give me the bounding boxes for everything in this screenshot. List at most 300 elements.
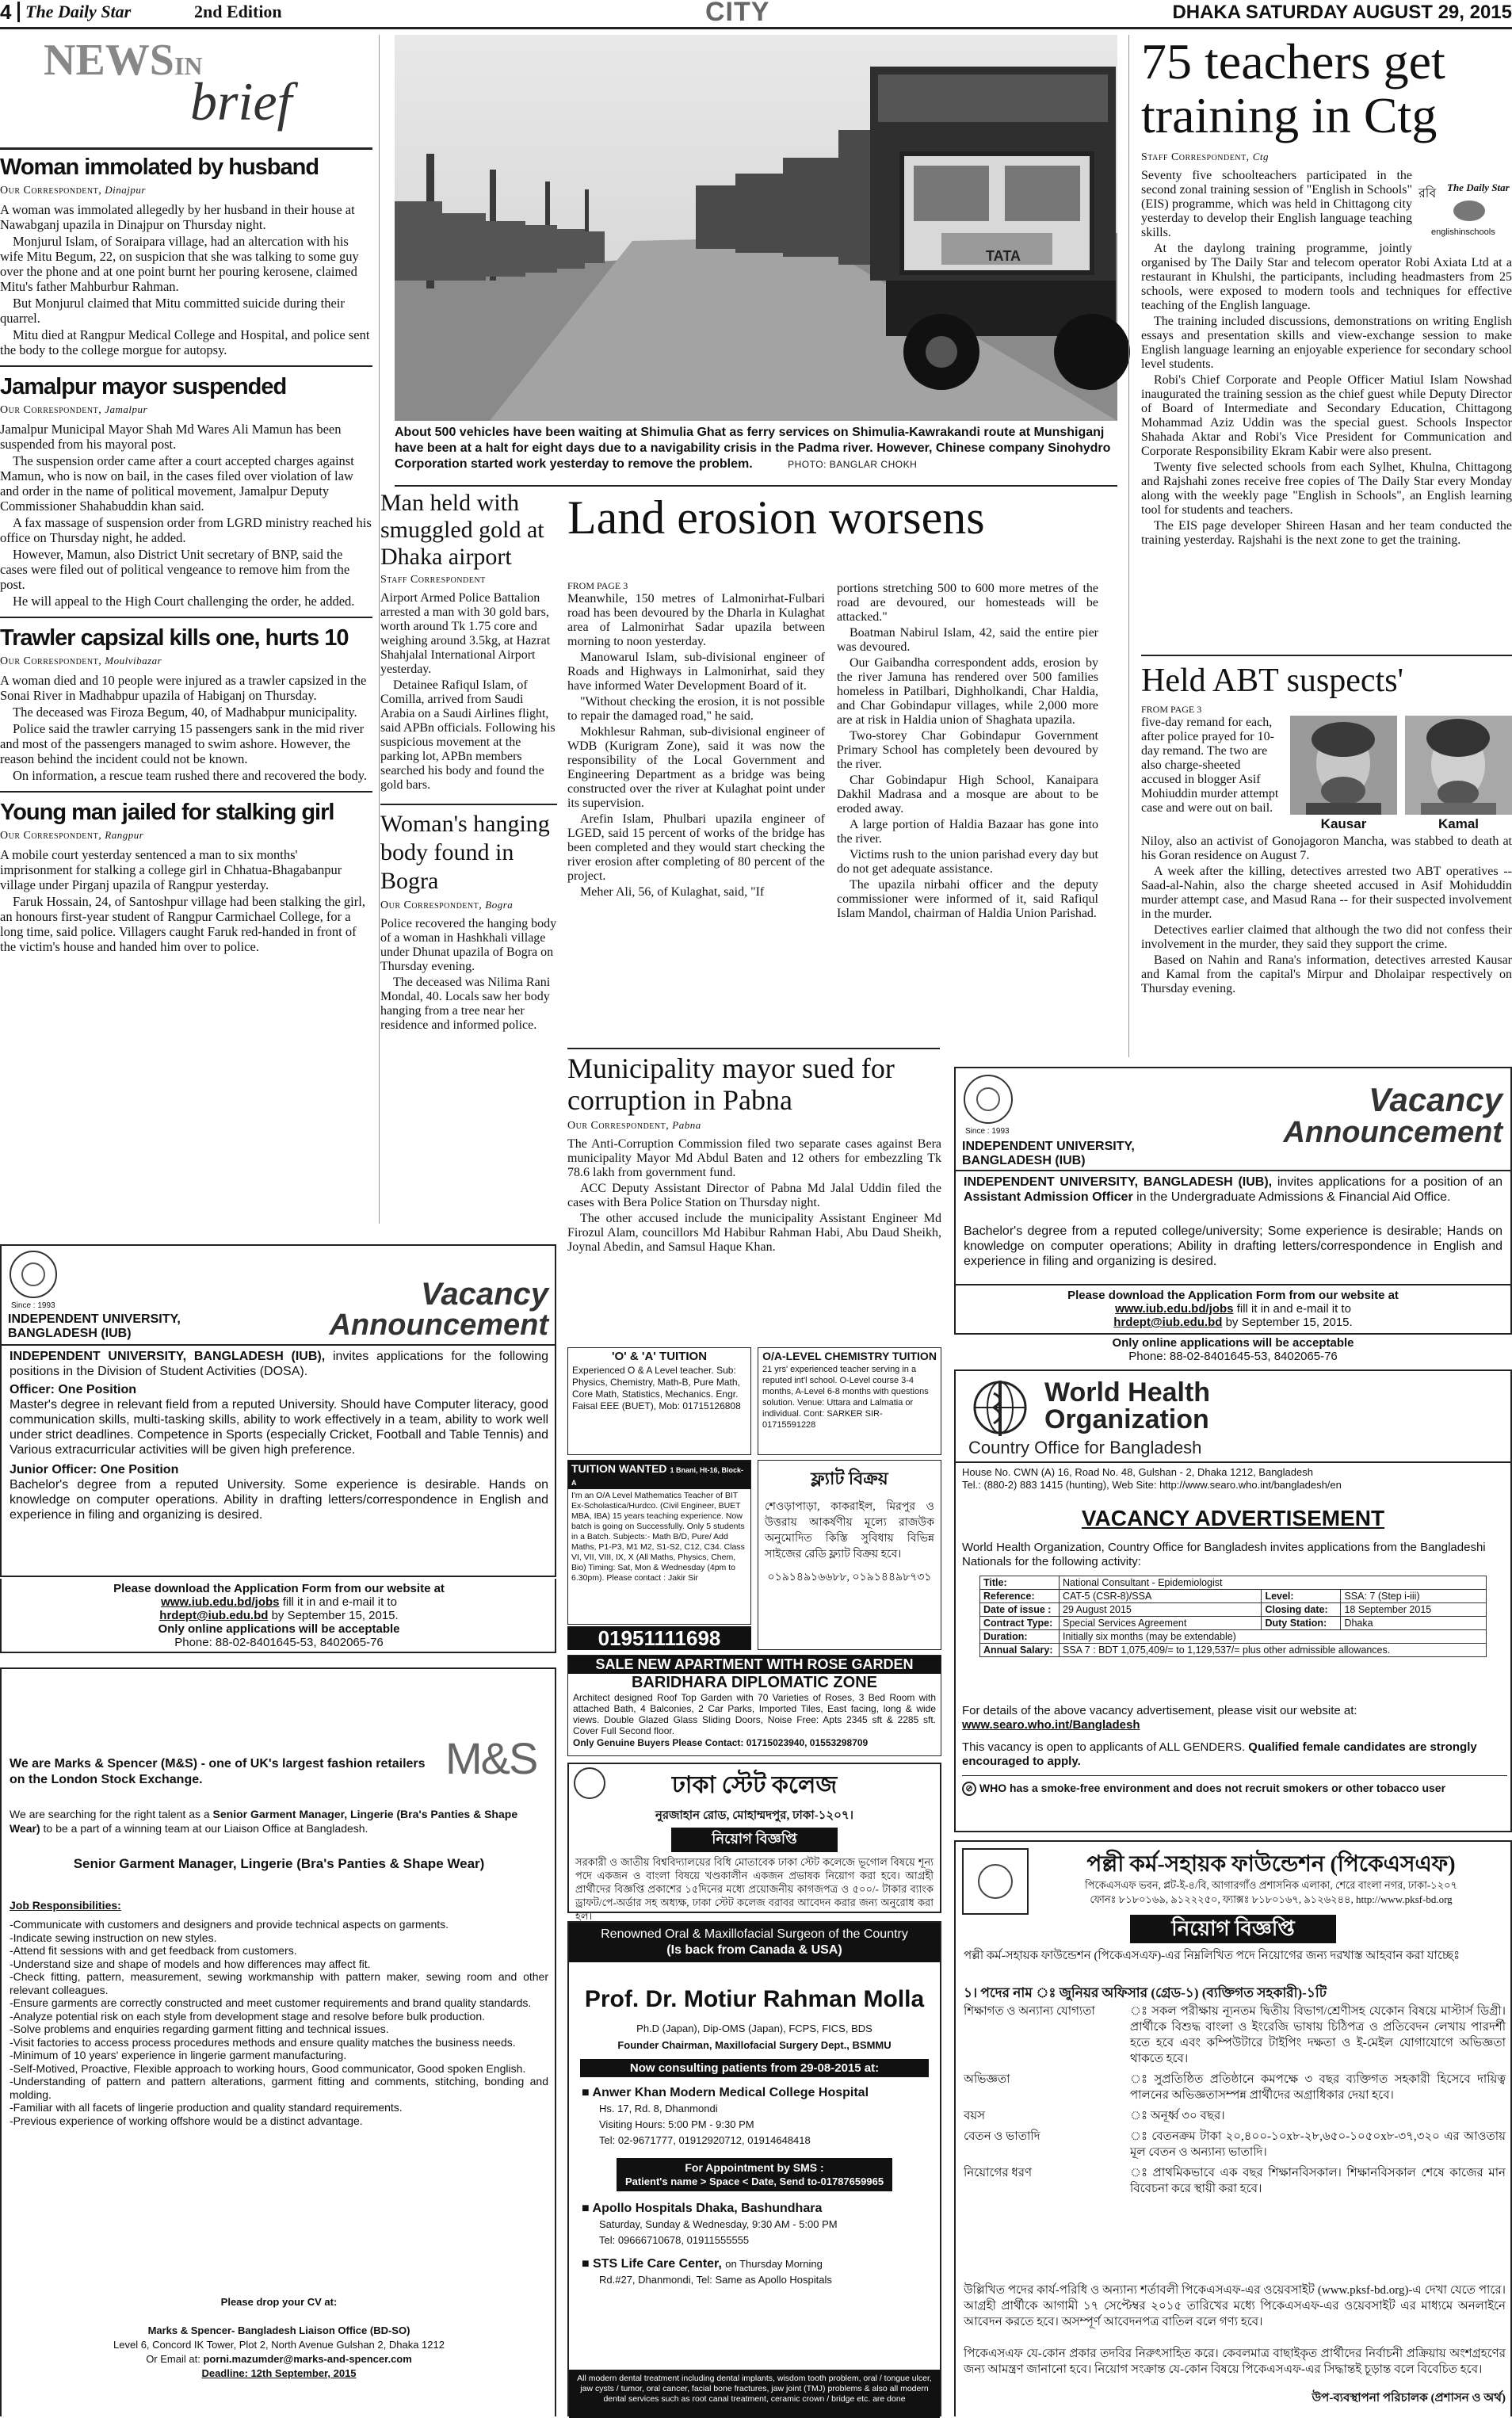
nib-headline: Trawler capsizal kills one, hurts 10 (0, 625, 349, 651)
iub-logo-inner-1 (21, 1262, 45, 1286)
who-table-row (980, 1576, 1487, 1590)
doctor-top: Renowned Oral & Maxillofacial Surgeon of the Country (569, 1923, 940, 1943)
teachers-paragraph: Robi's Chief Corporate and People Officer Matiul Islam Nowshad inaugurated the training session as the chief guest while Deputy Director of Board of Intermediate and Secondary Education, Chittagong Mohammad Aziz Uddin was the special guest. Schools Inspector Shahada Aktar and Robi's Vice President for Communication and Corporate Responsibility Ekram Kabir were also present. (1141, 373, 1512, 458)
who-table-row (980, 1644, 1487, 1657)
doctor-name: Prof. Dr. Motiur Rahman Molla (584, 1986, 925, 2012)
nib-story (0, 365, 372, 609)
who-table-cell: Initially six months (may be extendable) (1060, 1630, 1487, 1644)
smuggled-gold-headline: Man held with smuggled gold at Dhaka airport (380, 490, 544, 570)
erosion-rule (567, 1048, 940, 1049)
teachers-paragraph: Twenty five selected schools from each Sylhet, Khulna, Chittagong and Rajshahi zones receive free copies of The Daily Star every Monday along with the weekly page "English in Schools", an English learning tool for students and teachers. (1141, 460, 1512, 517)
nib-byline (0, 184, 372, 197)
who-open-pre: This vacancy is open to applicants of ALL GENDERS. (962, 1740, 1246, 1754)
nib-paragraph: But Monjurul claimed that Mitu committed suicide during their quarrel. (0, 296, 345, 326)
ms-search (10, 1807, 548, 1835)
pksf-post: ১। পদের নাম ঃ জুনিয়র অফিসার (গ্রেড-১) (ব্যক্তিগত সহকারী)-১টি (964, 1985, 1327, 2000)
eis-logo-text: englishinschools (1431, 227, 1495, 237)
pksf-row (964, 2165, 1506, 2197)
doctor-h1-hours: Visiting Hours: 5:00 PM - 9:30 PM (599, 2118, 754, 2130)
teachers-paragraph: The EIS page developer Shireen Hasan and her team conducted the training yesterday. Rajshahi is the next zone to get the training. (1141, 519, 1512, 547)
tuition-wanted-ad (567, 1460, 751, 1625)
iub-ad2-intro (964, 1175, 1502, 1205)
nib-paragraph: A fax massage of suspension order from LGRD ministry reached his office on Thursday night, he added. (0, 515, 372, 545)
nib-headline: Jamalpur mayor suspended (0, 374, 287, 399)
college-logo (574, 1767, 605, 1799)
hanging-body-body (380, 917, 557, 1033)
hanging-paragraph: Police recovered the hanging body of a woman in Hashkhali village under Dhunat upazila of Bogra on Thursday evening. (380, 917, 557, 973)
land-erosion-col1 (567, 580, 825, 901)
iub-ad1-rule (2, 1344, 556, 1346)
kamal-label: Kamal (1438, 816, 1480, 831)
who-emblem-drawing (962, 1377, 1038, 1438)
iub-ad2-rule2 (956, 1284, 1510, 1285)
paper-name: The Daily Star (25, 2, 132, 21)
doctor-h3-addr: Rd.#27, Dhanmondi, Tel: Same as Apollo Hospitals (599, 2274, 832, 2286)
who-table-row (980, 1603, 1487, 1617)
no-smoking-icon: ⊘ (962, 1782, 976, 1796)
robi-logo: রবি (1418, 187, 1437, 201)
iub-ad1-download2: fill it in and e-mail it to (282, 1595, 397, 1609)
municipality-story (567, 1052, 941, 1254)
iub-org-2: INDEPENDENT UNIVERSITY, BANGLADESH (IUB) (962, 1140, 1135, 1167)
doctor-h3: ■ STS Life Care Center, on Thursday Morning (582, 2257, 823, 2271)
erosion-paragraph: Mokhlesur Rahman, sub-divisional engineer of WDB (Kurigram Zone), said it was now the responsibility of the Local Government and Engineering Department as a bridge was being constructed over the river at Kulaghat point under its supervision. (567, 725, 825, 810)
who-table-cell: Level: (1262, 1590, 1341, 1603)
section-name: CITY (705, 0, 770, 27)
ms-resp-title: Job Responsibilities: (10, 1899, 121, 1912)
doctor-h2-tel: Tel: 09666710678, 01911555555 (599, 2234, 750, 2246)
nib-byline-text: Our Correspondent, (0, 655, 102, 667)
hanging-body-place: Bogra (485, 899, 514, 911)
flat-title: ফ্ল্যাট বিক্রয় (811, 1469, 888, 1488)
who-table-cell: 18 September 2015 (1341, 1603, 1487, 1617)
pksf-row (964, 2129, 1506, 2160)
pksf-sign: উপ-ব্যবস্থাপনা পরিচালক (প্রশাসন ও অর্থ) (1312, 2392, 1506, 2405)
who-open-bold: Qualified female candidates are strongly encouraged to apply. (962, 1740, 1477, 1768)
abt-from-page: FROM PAGE 3 (1141, 704, 1202, 715)
ms-resp-item: -Understand size and shape of models and how differences may affect fit. (10, 1957, 371, 1970)
iub-ad2-intro-end: in the Undergraduate Admissions & Financial Aid Office. (1136, 1190, 1451, 1204)
smuggled-gold-story (379, 490, 557, 1219)
erosion-paragraph: Victims rush to the union parishad every day but do not get adequate assistance. (837, 848, 1098, 876)
erosion-paragraph: A large portion of Haldia Bazaar has gone into the river. (837, 818, 1098, 846)
chem-text: 21 yrs' experienced teacher serving in a reputed int'l school. O-Level course 3-4 months, A-Level 6-8 months with questions solution. Venue: Uttara and Lalmatia or individual. Cont: SARKER SIR- 01715591228 (762, 1365, 929, 1430)
iub-ad1-online: Only online applications will be acceptable (158, 1622, 400, 1636)
iub-ad1-pos1-text: Master's degree in relevant field from a reputed University. Should have Computer literacy, good communication skills, multi-tasking skills, ability to work effectively in a team, ability to work well under strict deadlines. Competence in Sports (especially Cricket, Football and Table Tennis) and Various extracurricular activities will be given high preference. (10, 1398, 548, 1457)
nib-paragraph: A woman died and 10 people were injured as a trawler capsized in the Sonai River in Madhabpur upazila of Habiganj on Thursday. (0, 673, 367, 703)
nib-byline-text: Our Correspondent, (0, 404, 102, 416)
pksf-notice: নিয়োগ বিজ্ঞপ্তি (1130, 1915, 1336, 1943)
nib-title-word: NEWS (44, 36, 174, 85)
who-addr-2: Tel.: (880-2) 883 1415 (hunting), Web Site: http://www.searo.who.int/bangladesh/en (962, 1479, 1342, 1491)
nib-headline: Young man jailed for stalking girl (0, 800, 334, 825)
ms-resp-item: -Self-Motived, Proactive, Flexible approach to working hours, Good communicator, Good spoken English. (10, 2061, 526, 2075)
erosion-paragraph: Two-storey Char Gobindapur Government Primary School has completely been devoured by the river. (837, 729, 1098, 771)
sale-text: Architect designed Roof Top Garden with 70 Varieties of Roses, 3 Bed Room with attached Bath, 4 Balconies, 2 Car Parks, Imported Tiles, East facing, long & wide views. Double Glazed Glass Sliding Doors, Noise Free: Apts 2345 sft & 2285 sft. Cover Full Second floor. (573, 1692, 936, 1736)
ms-resp-item: -Indicate sewing instruction on new styles. (10, 1931, 217, 1944)
pksf-row-value: ঃ বেতনক্রম টাকা ২০,৪০০-১০x৮-২৮,৬৫০-১০৫০x৮-৩৭,৩২০ এর আওতায় মূল বেতন ও অন্যান্য ভাতাদি। (1130, 2130, 1506, 2159)
who-table-cell: National Consultant - Epidemiologist (1060, 1576, 1487, 1590)
who-rule2 (962, 1775, 1507, 1776)
iub-ad2-url[interactable]: www.iub.edu.bd/jobs (1115, 1302, 1234, 1316)
hanging-body-byline (380, 899, 557, 912)
who-smoke-text: WHO has a smoke-free environment and does not recruit smokers or other tobacco user (979, 1782, 1446, 1794)
pksf-row-label: নিয়োগের ধরণ (964, 2167, 1033, 2179)
smuggled-gold-byline: Staff Correspondent (380, 574, 486, 586)
iub-since-1: Since : 1993 (11, 1301, 55, 1310)
tw-title: TUITION WANTED (571, 1462, 667, 1475)
nib-story (0, 617, 372, 783)
tw-phone: 01951111698 (567, 1626, 751, 1650)
municipality-paragraph: The other accused include the municipality Assistant Engineer Md Firozul Alam, councillors Md Habibur Rahman Habi, Abu Daud Sheikh, Joynal Abedin, and Samsul Haque Khan. (567, 1212, 941, 1254)
erosion-paragraph: "Without checking the erosion, it is not possible to repair the damaged road," he said. (567, 695, 825, 723)
nib-paragraph: The deceased was Firoza Begum, 40, of Madhabpur municipality. (13, 705, 357, 720)
abt-story (1141, 661, 1512, 1057)
oa-tuition-ad (567, 1347, 751, 1455)
nib-byline-text: Our Correspondent, (0, 185, 102, 197)
municipality-byline (567, 1119, 941, 1133)
iub-ad2-rule (956, 1170, 1510, 1171)
truck-photo-drawing (395, 35, 1117, 421)
erosion-paragraph: Char Gobindapur High School, Kanaipara Dakhil Madrasa and a mosque are about to be eroded away. (837, 774, 1098, 816)
nib-paragraph: Police said the trawler carrying 15 passengers sank in the mid river and most of the passengers managed to swim ashore. However, the reason behind the incident could not be known. (0, 721, 365, 766)
abt-lead-text: five-day remand for each, after police prayed for 10-day remand. The two are also charge-sheeted accused in blogger Asif Mohiuddin murder attempt case and were out on bail. (1141, 716, 1279, 815)
iub-ad1-deadline: by September 15, 2015. (271, 1609, 399, 1622)
doctor-back: (Is back from Canada & USA) (569, 1943, 940, 1962)
vacancy-word-1: Vacancy (421, 1277, 548, 1312)
hanging-body-story (380, 804, 557, 1033)
nib-rule (0, 147, 372, 150)
municipality-place: Pabna (672, 1119, 701, 1131)
erosion-paragraph: Boatman Nabirul Islam, 42, said the entire pier was devoured. (837, 626, 1098, 654)
erosion-paragraph: Arefin Islam, Phulbari upazila engineer of LGED, said 15 percent of works of the bridge has been completed and they would start checking the river erosion after completing of 80 percent of the project. (567, 812, 825, 883)
nib-story (0, 791, 372, 954)
nib-byline (0, 655, 372, 668)
ms-resp-item: -Communicate with customers and designers and provide technical aspects on garments. (10, 1918, 449, 1931)
pksf-recruitment-ad (954, 1840, 1512, 2416)
iub-ad1-pos1-title: Officer: One Position (10, 1383, 137, 1396)
ms-email[interactable]: porni.mazumder@marks-and-spencer.com (203, 2353, 412, 2365)
who-table-cell: Duty Station: (1262, 1617, 1341, 1630)
doctor-h2-hours: Saturday, Sunday & Wednesday, 9:30 AM - 5:00 PM (599, 2218, 838, 2230)
municipality-headline: Municipality mayor sued for corruption in Pabna (567, 1052, 895, 1116)
ms-search-pre: We are searching for the right talent as a (10, 1808, 210, 1820)
ms-office: Marks & Spencer- Bangladesh Liaison Office (BD-SO) (147, 2324, 410, 2336)
college-text: সরকারী ও জাতীয় বিশ্ববিদ্যালয়ের বিধি মোতাবেক ঢাকা স্টেট কলেজে ভূগোল বিষয়ে শূন্য পদে একজন ও বাংলা বিষয়ে খণ্ডকালীন একজন প্রভাষক নিয়োগ করা হবে। আগ্রহী প্রার্থীদের বিজ্ঞপ্তি প্রকাশের ১৫দিনের মধ্যে প্রয়োজনীয় কাগজপত্র ও ৫০০/- টাকার ব্যাংক ড্রাফট/পে-অর্ডার সহ অধ্যক্ষ, ঢাকা স্টেট কলেজ বরাবর আবেদন করার জন্য অনুরোধ করা হল। (575, 1856, 934, 1922)
announcement-word-1: Announcement (329, 1308, 548, 1342)
iub-logo-2 (964, 1075, 1013, 1124)
abt-paragraph: Based on Nahin and Rana's information, detectives arrested Kausar and Kamal from the capital's Mirpur and Dholaipar respectively on Thursday evening. (1141, 953, 1512, 995)
pksf-row (964, 2108, 1506, 2124)
pksf-row-label: বয়স (964, 2110, 986, 2122)
iub-ad2-phone: Phone: 88-02-8401645-53, 8402065-76 (1128, 1350, 1338, 1363)
smuggled-gold-body (380, 591, 557, 793)
star-logo: The Daily Star (1447, 181, 1510, 193)
ms-resp-item: -Understanding of pattern and pattern alterations, garment fitting and comments, stitching, bonding and molding. (10, 2075, 548, 2101)
sale-zone: BARIDHARA DIPLOMATIC ZONE (632, 1674, 877, 1691)
pksf-logo-mark (978, 1864, 1013, 1899)
nib-byline-place: Jamalpur (105, 403, 148, 415)
ms-resp-item: -Solve problems and enquiries regarding garment fitting and technical issues. (10, 2023, 389, 2035)
kamal-face (1405, 716, 1512, 815)
iub-ad1-url[interactable]: www.iub.edu.bd/jobs (161, 1595, 280, 1609)
doctor-sms (617, 2158, 892, 2191)
iub-ad1-download1: Please download the Application Form from our website at (113, 1582, 445, 1595)
who-intro: World Health Organization, Country Office for Bangladesh invites applications from the Bangladeshi Nationals for the following activity: (962, 1541, 1486, 1568)
iub-ad2-intro-bold: INDEPENDENT UNIVERSITY, BANGLADESH (IUB), (964, 1175, 1273, 1189)
nib-paragraph: A woman was immolated allegedly by her husband in their house at Nawabganj upazila in Dinajpur on Thursday night. (0, 202, 355, 232)
who-table-cell: SSA 7 : BDT 1,075,409/= to 1,129,537/= plus other admissible allowances. (1060, 1644, 1487, 1657)
flat-phone: ০১৯১৪৯১৬৬৮৮, ০১৯১৪৪৯৮৭৩১ (767, 1572, 932, 1583)
hanging-body-headline: Woman's hanging body found in Bogra (380, 811, 550, 894)
masthead (0, 0, 1512, 27)
photo-rule (395, 485, 1117, 487)
who-table-row (980, 1630, 1487, 1644)
doctor-h2-name: Apollo Hospitals Dhaka, Bashundhara (592, 2202, 823, 2215)
page-number-divider (17, 2, 20, 22)
dhaka-state-college-ad (567, 1763, 941, 1922)
iub-ad1-intro-bold: INDEPENDENT UNIVERSITY, BANGLADESH (IUB), (10, 1350, 326, 1363)
erosion-paragraph: Our Gaibandha correspondent adds, erosion by the river Jamuna has rendered over 500 families homeless in Patilbari, Dighholkandi, Char Haldia, and Char Gobindapur villages, while 2,000 more are at risk in Haldia union of Shaghata upazila. (837, 656, 1098, 727)
pksf-row-label: শিক্ষাগত ও অন্যান্য যোগ্যতা (964, 2005, 1095, 2018)
who-url[interactable]: www.searo.who.int/Bangladesh (962, 1718, 1140, 1732)
land-erosion-headline: Land erosion worsens (567, 491, 985, 544)
who-office: Country Office for Bangladesh (968, 1438, 1202, 1457)
iub-ad2-intro-rest: invites applications for a position of an (1277, 1175, 1503, 1189)
iub-ad1-phone: Phone: 88-02-8401645-53, 8402065-76 (174, 1636, 384, 1649)
ms-address: Level 6, Concord IK Tower, Plot 2, North Avenue Gulshan 2, Dhaka 1212 (113, 2339, 445, 2351)
pksf-row-label: বেতন ও ভাতাদি (964, 2130, 1040, 2143)
iub-since-2: Since : 1993 (965, 1127, 1010, 1136)
who-rule (956, 1461, 1510, 1463)
teachers-paragraph: At the daylong training programme, jointly organised by The Daily Star and telecom operator Robi Axiata Ltd at a restaurant in Khulshi, the participants, including headmasters from 25 schools, were exposed to modern tools and techniques for effective teaching of the English language. (1141, 242, 1512, 312)
erosion-paragraph: Manowarul Islam, sub-divisional engineer of Roads and Highways in Lalmonirhat, said they have informed Water Development Board of it. (567, 651, 825, 693)
doctor-consult: Now consulting patients from 29-08-2015 at: (580, 2059, 929, 2077)
iub-ad1-intro (10, 1349, 548, 1379)
teachers-rule (1141, 655, 1512, 656)
who-table-cell: Closing date: (1262, 1603, 1341, 1617)
chem-title: O/A-LEVEL CHEMISTRY TUITION (762, 1350, 937, 1362)
ms-job-ad (0, 1667, 556, 2416)
ms-resp-item: -Check fitting, pattern, measurement, sewing workmanship with pattern maker, sewing room and other relevant colleagues. (10, 1970, 548, 1996)
masthead-rule (0, 27, 1512, 29)
pksf-row-label: অভিজ্ঞতা (964, 2073, 1010, 2086)
abt-paragraph: Detectives earlier claimed that although the two did not confess their involvement in the murder, they said they support the crime. (1141, 923, 1512, 951)
iub-ad1-pos2-title: Junior Officer: One Position (10, 1463, 179, 1476)
doctor-founder: Founder Chairman, Maxillofacial Surgery Dept., BSMMU (617, 2039, 892, 2051)
who-table-cell: Contract Type: (980, 1617, 1060, 1630)
who-emblem (962, 1377, 1038, 1438)
nib-story (0, 154, 372, 357)
iub-ad2-email[interactable]: hrdept@iub.edu.bd (1113, 1316, 1223, 1329)
ms-resp-item: -Minimum of 10 years' experience in lingerie garment manufacturing. (10, 2049, 347, 2061)
iub-ad2-req: Bachelor's degree from a reputed college/university; Some experience is desirable; Hands on knowledge on computer operations; Ability in drafting letters/correspondence in English and experience in filing and organizing is desired. (964, 1224, 1502, 1268)
kausar-label: Kausar (1320, 816, 1367, 831)
iub-ad1-apply (10, 1582, 548, 1649)
nib-paragraph: The suspension order came after a court accepted charges against Mamun, who is now on bail, in the cases filed over violation of law and order in the name of political movement, Jamalpur Deputy Commissioner Shahabuddin khan said. (0, 453, 354, 514)
nib-byline-place: Moulvibazar (105, 655, 162, 667)
iub-vacancy-ad-2 (954, 1067, 1512, 1335)
doctor-footer: All modern dental treatment including dental implants, wisdom tooth problem, oral / tongue ulcer, jaw cysts / tumor, oral cancer, facial bone fractures, jaw joint (TMJ) problems & also all modern dental services such as root canal treatment, ceramic crown / bridge etc. are done (569, 2370, 940, 2418)
oa-text: Experienced O & A Level teacher. Sub: Physics, Chemistry, Math-B, Pure Math, Core Math, Statistics, Mechanics. Engr. Faisal EEE (BUET), Mob: 01715126808 (572, 1365, 741, 1411)
gold-paragraph: Airport Armed Police Battalion arrested a man with 30 gold bars, worth around Tk 1.75 core and weighing around 3.5kg, at Hazrat Shahjalal International Airport yesterday. (380, 591, 551, 676)
iub-logo-1 (10, 1251, 57, 1298)
photo-credit: PHOTO: BANGLAR CHOKH (788, 459, 918, 470)
nib-body (0, 422, 372, 609)
pksf-name: পল্লী কর্ম-সহায়ক ফাউন্ডেশন (পিকেএসএফ) (1086, 1852, 1456, 1877)
iub-org-1: INDEPENDENT UNIVERSITY, BANGLADESH (IUB) (8, 1312, 181, 1340)
abt-paragraph: Niloy, also an activist of Gonojagoron Mancha, was stabbed to death at his Goran residence on August 7. (1141, 835, 1512, 862)
apartment-sale-ad (567, 1655, 941, 1756)
nib-headline: Woman immolated by husband (0, 155, 319, 180)
sale-contact: Only Genuine Buyers Please Contact: 01715023940, 01553298709 (573, 1737, 869, 1748)
iub-ad2-apply (964, 1289, 1502, 1329)
iub-ad2-footer (956, 1336, 1510, 1363)
tw-text: I'm an O/A Level Mathematics Teacher of BIT Ex-Scholastica/Hurdco. (Civil Engineer, BUET MBA, IBA) 15 years teaching experience. Now batch is going on Successfully. Only 5 students in a Batch. Subjects:- Math B/D, Pure/ Add Maths, P1-P3, M1 M2, S1-S2, C12, C34. Class VI, VII, VIII, IX, X (All Maths, Physics, Chem, Bio) Timing: Sat, Mon & Wednesday (4pm to 6.30pm). Please contact : Jakir Sir (571, 1491, 745, 1583)
teachers-story (1141, 35, 1512, 653)
doctor-h1-name: Anwer Khan Modern Medical College Hospital (592, 2086, 869, 2099)
iub-ad2-download2: fill it in and e-mail it to (1236, 1302, 1351, 1316)
photo-caption-text: About 500 vehicles have been waiting at Shimulia Ghat as ferry services on Shimulia-Kawrakandi route at Munshiganj have been at a halt for eight days due to a navigability crisis in the Padma river. However, Chinese company Sinohydro Corporation started work yesterday to remove the problem. (395, 426, 1111, 471)
doctor-h1: ■ Anwer Khan Modern Medical College Hospital (582, 2086, 869, 2099)
vacancy-word-2: Vacancy (1369, 1081, 1502, 1118)
doctor-h1-addr: Hs. 17, Rd. 8, Dhanmondi (599, 2103, 718, 2114)
truck-photo (395, 35, 1117, 421)
nib-body (0, 673, 372, 783)
who-table-cell: Date of issue : (980, 1603, 1060, 1617)
who-vacancy-ad (954, 1369, 1512, 1832)
college-notice: নিয়োগ বিজ্ঞপ্তি (671, 1828, 838, 1852)
ms-deadline: Deadline: 12th September, 2015 (201, 2367, 357, 2379)
iub-ad1-email[interactable]: hrdept@iub.edu.bd (159, 1609, 269, 1622)
nib-paragraph: Monjurul Islam, of Soraipara village, had an altercation with his wife Mitu Begum, 22, on suspicion that she was talking to some guy over the phone and at one point burnt her pouring kerosene, claimed Mitu's father Mahburbur Rahman. (0, 234, 359, 294)
nib-body (0, 847, 372, 954)
land-erosion-col2-body (837, 582, 1098, 921)
pksf-row-value: ঃ অনূর্ধ্ব ৩০ বছর। (1130, 2110, 1225, 2122)
hanging-paragraph: The deceased was Nilima Rani Mondal, 40. Locals saw her body hanging from a tree near her residence and informed police. (380, 976, 551, 1032)
pksf-row (964, 2004, 1506, 2067)
nib-paragraph: On information, a rescue team rushed there and recovered the body. (13, 768, 367, 783)
teachers-byline-text: Staff Correspondent, (1141, 151, 1250, 163)
ms-intro: We are Marks & Spencer (M&S) - one of UK's largest fashion retailers on the London Stock Exchange. (10, 1757, 426, 1786)
nib-paragraph: Mitu died at Rangpur Medical College and Hospital, and police sent the body to the college morgue for autopsy. (0, 327, 370, 357)
pksf-intro: পল্লী কর্ম-সহায়ক ফাউন্ডেশন (পিকেএসএফ)-এর নিম্নলিখিত পদে নিয়োগের জন্য দরখাস্ত আহবান করা যাচ্ছেঃ (964, 1950, 1460, 1962)
chem-tuition-ad (758, 1347, 941, 1455)
who-name (1044, 1379, 1210, 1433)
nib-paragraph: A mobile court yesterday sentenced a man to six months' imprisonment for stalking a college girl in Chhatua-Bhagabanpur village under Pirganj upazila of Rangpur yesterday. (0, 847, 342, 892)
gold-paragraph: Detainee Rafiqul Islam, of Comilla, arrived from Saudi Arabia on a Saudi Airlines flight, said APBn officials. Following his suspicious movement at the parking lot, APBn members searched his body and found the gold bars. (380, 678, 556, 792)
abt-headline: Held ABT suspects' (1141, 663, 1404, 699)
doctor-ad (567, 1921, 941, 2416)
who-table (979, 1576, 1487, 1657)
ms-responsibilities (10, 1918, 548, 2127)
nib-body (0, 202, 372, 357)
pksf-addr: পিকেএসএফ ভবন, প্লট-ই-৪/বি, আগারগাঁও প্রশাসনিক এলাকা, শেরে বাংলা নগর, ঢাকা-১২০৭ (1085, 1879, 1457, 1891)
iub-logo-inner-2 (976, 1087, 1000, 1111)
doctor-h2: ■ Apollo Hospitals Dhaka, Bashundhara (582, 2202, 823, 2215)
ms-resp-item: -Ensure garments are correctly constructed and meet customer requirements and brand quality standards. (10, 1996, 532, 2009)
eis-logo (1418, 170, 1512, 246)
ms-resp-item: -Attend fit sessions with and get feedback from customers. (10, 1944, 297, 1957)
abt-body (1141, 835, 1512, 996)
iub-ad1-pos2-text: Bachelor's degree from a reputed University. Some experience is desirable. Hands on knowledge on computer operations. Ability in drafting letters/correspondence in English and experience in filing and organizing is desired. (10, 1478, 548, 1522)
iub-ad2-deadline: by September 15, 2015. (1225, 1316, 1353, 1329)
who-details (962, 1704, 1509, 1732)
ms-job-title: Senior Garment Manager, Lingerie (Bra's Panties & Shape Wear) (73, 1856, 485, 1871)
ms-resp-item: -Previous experience of working offshore would be a distinct advantage. (10, 2114, 363, 2127)
teachers-paragraph: Seventy five schoolteachers participated in the second zonal training session of "English in Schools" (EIS) programme, which was held in Chittagong city yesterday to develop their English language teaching skills. (1141, 169, 1412, 239)
kausar-face (1290, 716, 1397, 815)
sale-title: SALE NEW APARTMENT WITH ROSE GARDEN (568, 1656, 941, 1674)
ms-resp-item: -Analyze potential risk on each style from development stage and resolve before bulk production. (10, 2009, 486, 2023)
who-name-1: World Health (1044, 1377, 1211, 1408)
kamal-photo (1405, 716, 1512, 815)
who-table-cell: 29 August 2015 (1060, 1603, 1262, 1617)
who-table-cell: Annual Salary: (980, 1644, 1060, 1657)
erosion-paragraph: Meanwhile, 150 metres of Lalmonirhat-Fulbari road has been devoured by the Dharla in Kulaghat area of Lalmonirhat Sadar upazila between morning to noon yesterday. (567, 592, 825, 648)
erosion-paragraph: Meher Ali, 56, of Kulaghat, said, "If (580, 885, 765, 899)
pksf-logo (962, 1848, 1029, 1915)
who-table-cell: Reference: (980, 1590, 1060, 1603)
doctor-hospital-2 (569, 2191, 940, 2288)
abt-photos (1290, 716, 1512, 835)
who-details-text: For details of the above vacancy advertisement, please visit our website at: (962, 1704, 1357, 1717)
who-addr-1: House No. CWN (A) 16, Road No. 48, Gulshan - 2, Dhaka 1212, Bangladesh (962, 1466, 1313, 1478)
abt-paragraph: A week after the killing, detectives arrested two ABT operatives -- Saad-al-Nahin, also the charge sheeted accused in Asif Mohiduddin murder attempt case, and Masud Rana -- for their suspected involvement in the murder. (1141, 865, 1512, 921)
edition-label: 2nd Edition (194, 2, 282, 21)
land-erosion-from-page: FROM PAGE 3 (567, 580, 628, 591)
oa-title: 'O' & 'A' TUITION (611, 1350, 708, 1363)
ms-email-label: Or Email at: (146, 2353, 200, 2365)
iub-ad2-online: Only online applications will be acceptable (1112, 1336, 1354, 1350)
doctor-hospital-1 (569, 2077, 940, 2149)
municipality-paragraph: ACC Deputy Assistant Director of Pabna Md Jalal Uddin filed the cases with Bera Police Station on Thursday night. (567, 1182, 941, 1209)
doctor-h3-name: STS Life Care Center, (593, 2257, 722, 2271)
who-table-cell: Dhaka (1341, 1617, 1487, 1630)
photo-caption (395, 425, 1117, 480)
ms-drop: Please drop your CV at: (220, 2296, 338, 2308)
who-table-cell: CAT-5 (CSR-8)/SSA (1060, 1590, 1262, 1603)
municipality-body (567, 1137, 941, 1255)
who-title: VACANCY ADVERTISEMENT (1081, 1506, 1385, 1530)
nib-byline (0, 829, 372, 842)
nib-byline-text: Our Correspondent, (0, 830, 102, 842)
who-open (962, 1740, 1509, 1769)
nib-paragraph: He will appeal to the High Court challenging the order, he added. (13, 594, 355, 609)
nib-paragraph: Faruk Hossain, 24, of Santoshpur village had been stalking the girl, an honours first-year student of Rangpur Carmichael College, for a long time, said police. Villagers caught Faruk red-handed in front of the victim's house and handed him over to police. (0, 894, 365, 954)
who-name-2: Organization (1044, 1404, 1209, 1434)
iub-vacancy-ad-1 (0, 1244, 556, 1577)
land-erosion-story (567, 490, 1103, 1045)
college-address: নুরজাহান রোড, মোহাম্মদপুর, ঢাকা-১২০৭। (655, 1809, 854, 1822)
ms-search-post: to be a part of a winning team at our Liaison Office at Bangladesh. (43, 1822, 368, 1835)
doctor-h1-tel: Tel: 02-9671777, 01912920712, 01914648418 (599, 2134, 811, 2146)
ms-logo: M&S (445, 1733, 537, 1783)
land-erosion-col1-body (567, 592, 825, 900)
hanging-body-byline-text: Our Correspondent, (380, 900, 483, 911)
teachers-place: Ctg (1252, 151, 1269, 162)
nib-items (0, 154, 372, 1224)
erosion-paragraph: The upazila nirbahi officer and the deputy commissioner were informed of it, said Rafiqul Islam Mandol, chairman of Haldia Union Parishad. (837, 878, 1098, 920)
iub-ad1-intro-rest: invites applications for the following positions in the Division of Student Activities (DOSA). (10, 1350, 548, 1378)
teachers-byline (1141, 151, 1512, 164)
pksf-row-value: ঃ সুপ্রতিষ্ঠিত প্রতিষ্ঠানে কমপক্ষে ৩ বছর ব্যক্তিগত সহকারী হিসেবে দায়িত্ব পালনের অভিজ্ঞতাসম্পন্ন প্রার্থীদের অগ্রাধিকার দেয়া হবে। (1130, 2073, 1506, 2102)
who-table-cell: SSA: 7 (Step i-iii) (1341, 1590, 1487, 1603)
iub-ad1-apply-box (0, 1579, 556, 1653)
teachers-paragraph: The training included discussions, demonstrations on writing English essays and presentation skills and view-exchange session to make English language learning an enjoyable experience for secondary school level students. (1141, 315, 1512, 371)
doctor-sms-1: For Appointment by SMS : (685, 2161, 824, 2174)
who-table-row (980, 1617, 1487, 1630)
